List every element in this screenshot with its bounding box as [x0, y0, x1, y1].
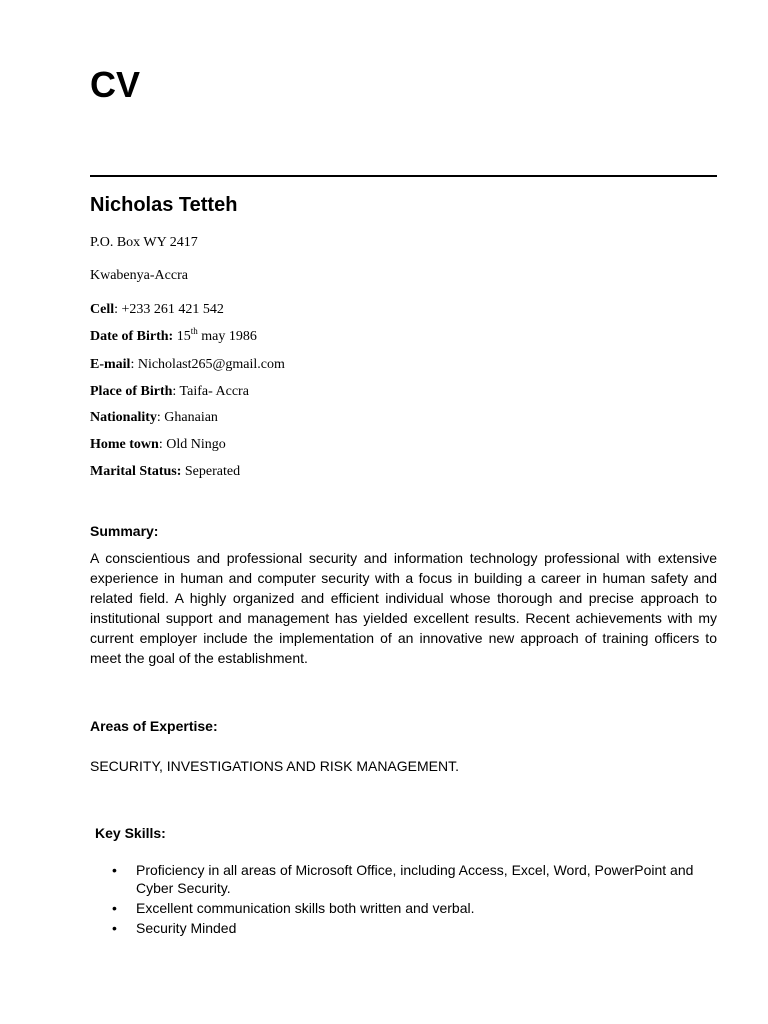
dob-rest: may 1986 — [197, 329, 257, 344]
key-skills-list — [90, 861, 717, 939]
place-of-birth-row — [90, 383, 249, 401]
address-line-1: P.O. Box WY 2417 — [90, 235, 198, 250]
bullet-icon: • — [112, 920, 117, 936]
address-line-2: Kwabenya-Accra — [90, 268, 188, 283]
hometown-row — [90, 436, 226, 454]
place-of-birth-value: : Taifa- Accra — [172, 384, 249, 399]
email-value: : Nicholast265@gmail.com — [130, 357, 285, 372]
email-row — [90, 356, 285, 374]
marital-status-value: Seperated — [181, 464, 241, 479]
list-item — [90, 861, 717, 897]
dob-day: 15 — [173, 329, 191, 344]
cell-label: Cell — [90, 302, 115, 317]
dob-label: Date of Birth: — [90, 329, 174, 344]
list-item — [90, 919, 717, 937]
marital-status-row — [90, 463, 240, 481]
list-item — [90, 899, 717, 917]
candidate-name: Nicholas Tetteh — [90, 194, 238, 216]
dob-row — [90, 328, 257, 346]
hometown-value: : Old Ningo — [158, 437, 226, 452]
marital-status-label: Marital Status: — [90, 464, 182, 479]
skill-text: Proficiency in all areas of Microsoft Office, including Access, Excel, Word, PowerPoint and Cyber Security. — [136, 862, 694, 896]
nationality-row — [90, 409, 218, 427]
bullet-icon: • — [112, 862, 117, 878]
summary-text: A conscientious and professional security and information technology professional with extensive experience in human and computer security with a focus in building a career in human safety and related field. A highly organized and efficient individual whose thorough and precise approach to institutional support and management has yielded excellent results. Recent achievements with my current employer include the implementation of an innovative new approach of training officers to meet the goal of the establishment. — [90, 550, 717, 666]
expertise-text: SECURITY, INVESTIGATIONS AND RISK MANAGEMENT. — [90, 758, 459, 774]
skill-text: Excellent communication skills both written and verbal. — [136, 900, 475, 916]
key-skills-heading: Key Skills: — [95, 825, 166, 841]
nationality-value: : Ghanaian — [156, 410, 218, 425]
cell-row — [90, 301, 224, 319]
cell-value: : +233 261 421 542 — [114, 302, 224, 317]
bullet-icon: • — [112, 900, 117, 916]
hometown-label: Home town — [90, 437, 159, 452]
document-title: CV — [90, 64, 141, 105]
expertise-heading: Areas of Expertise: — [90, 718, 218, 734]
summary-heading: Summary: — [90, 523, 159, 539]
skill-text: Security Minded — [136, 920, 237, 936]
dob-suffix: th — [190, 326, 198, 336]
nationality-label: Nationality — [90, 410, 157, 425]
horizontal-rule — [90, 175, 717, 177]
email-label: E-mail — [90, 357, 131, 372]
place-of-birth-label: Place of Birth — [90, 384, 173, 399]
